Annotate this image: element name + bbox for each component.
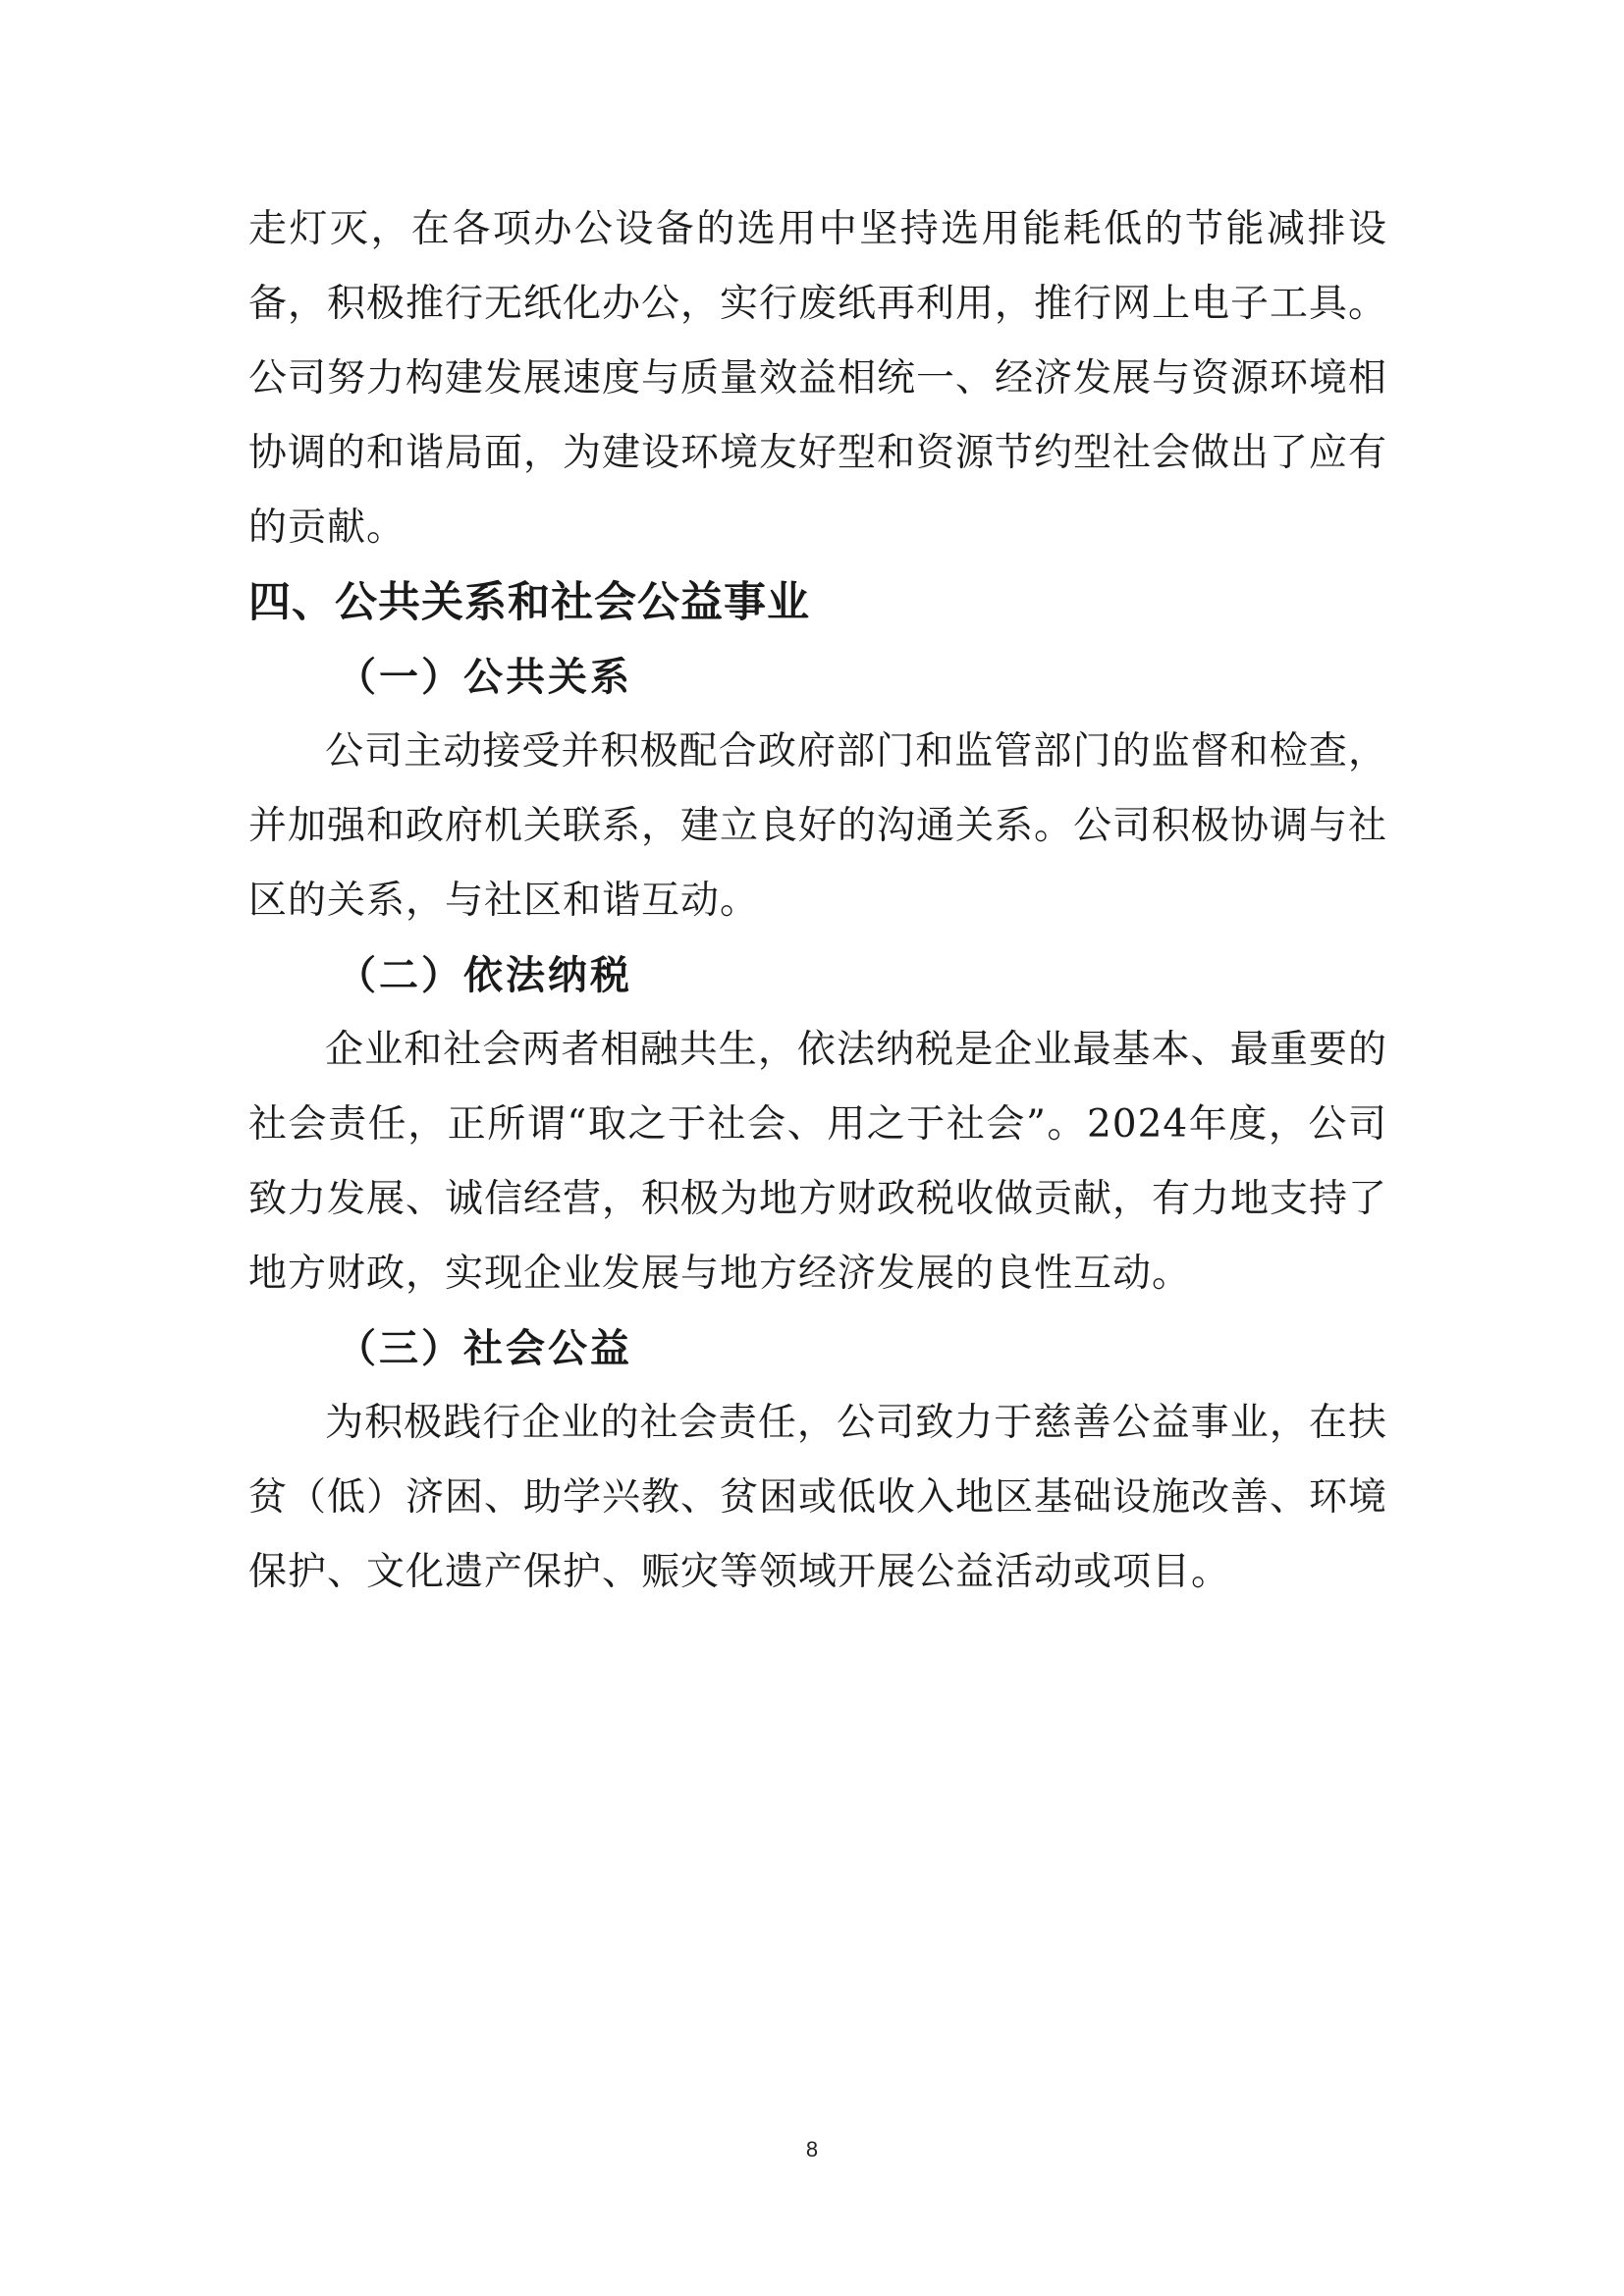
page-content	[248, 192, 1387, 1610]
paragraph-social-welfare: 为积极践行企业的社会责任，公司致力于慈善公益事业，在扶贫（低）济困、助学兴教、贫困或低收入地区基础设施改善、环境保护、文化遗产保护、赈灾等领域开展公益活动或项目。	[248, 1401, 1388, 1594]
subheading-tax-compliance: （二）依法纳税	[337, 952, 632, 998]
page-number: 8	[805, 2137, 819, 2162]
paragraph-tax-compliance: 企业和社会两者相融共生，依法纳税是企业最基本、最重要的社会责任，正所谓“取之于社会、用之于社会”。2024年度，公司致力发展、诚信经营，积极为地方财政税收做贡献，有力地支持了地方财政，实现企业发展与地方经济发展的良性互动。	[248, 1028, 1388, 1296]
paragraph-environment-continued: 走灯灭，在各项办公设备的选用中坚持选用能耗低的节能减排设备，积极推行无纸化办公，实行废纸再利用，推行网上电子工具。公司努力构建发展速度与质量效益相统一、经济发展与资源环境相协调的和谐局面，为建设环境友好型和资源节约型社会做出了应有的贡献。	[248, 207, 1388, 550]
subheading-social-welfare: （三）社会公益	[337, 1325, 632, 1371]
paragraph-public-relations: 公司主动接受并积极配合政府部门和监管部门的监督和检查，并加强和政府机关联系，建立良好的沟通关系。公司积极协调与社区的关系，与社区和谐互动。	[248, 729, 1388, 923]
section-heading-public-relations-and-welfare: 四、公共关系和社会公益事业	[248, 578, 810, 627]
subheading-public-relations: （一）公共关系	[337, 654, 632, 700]
